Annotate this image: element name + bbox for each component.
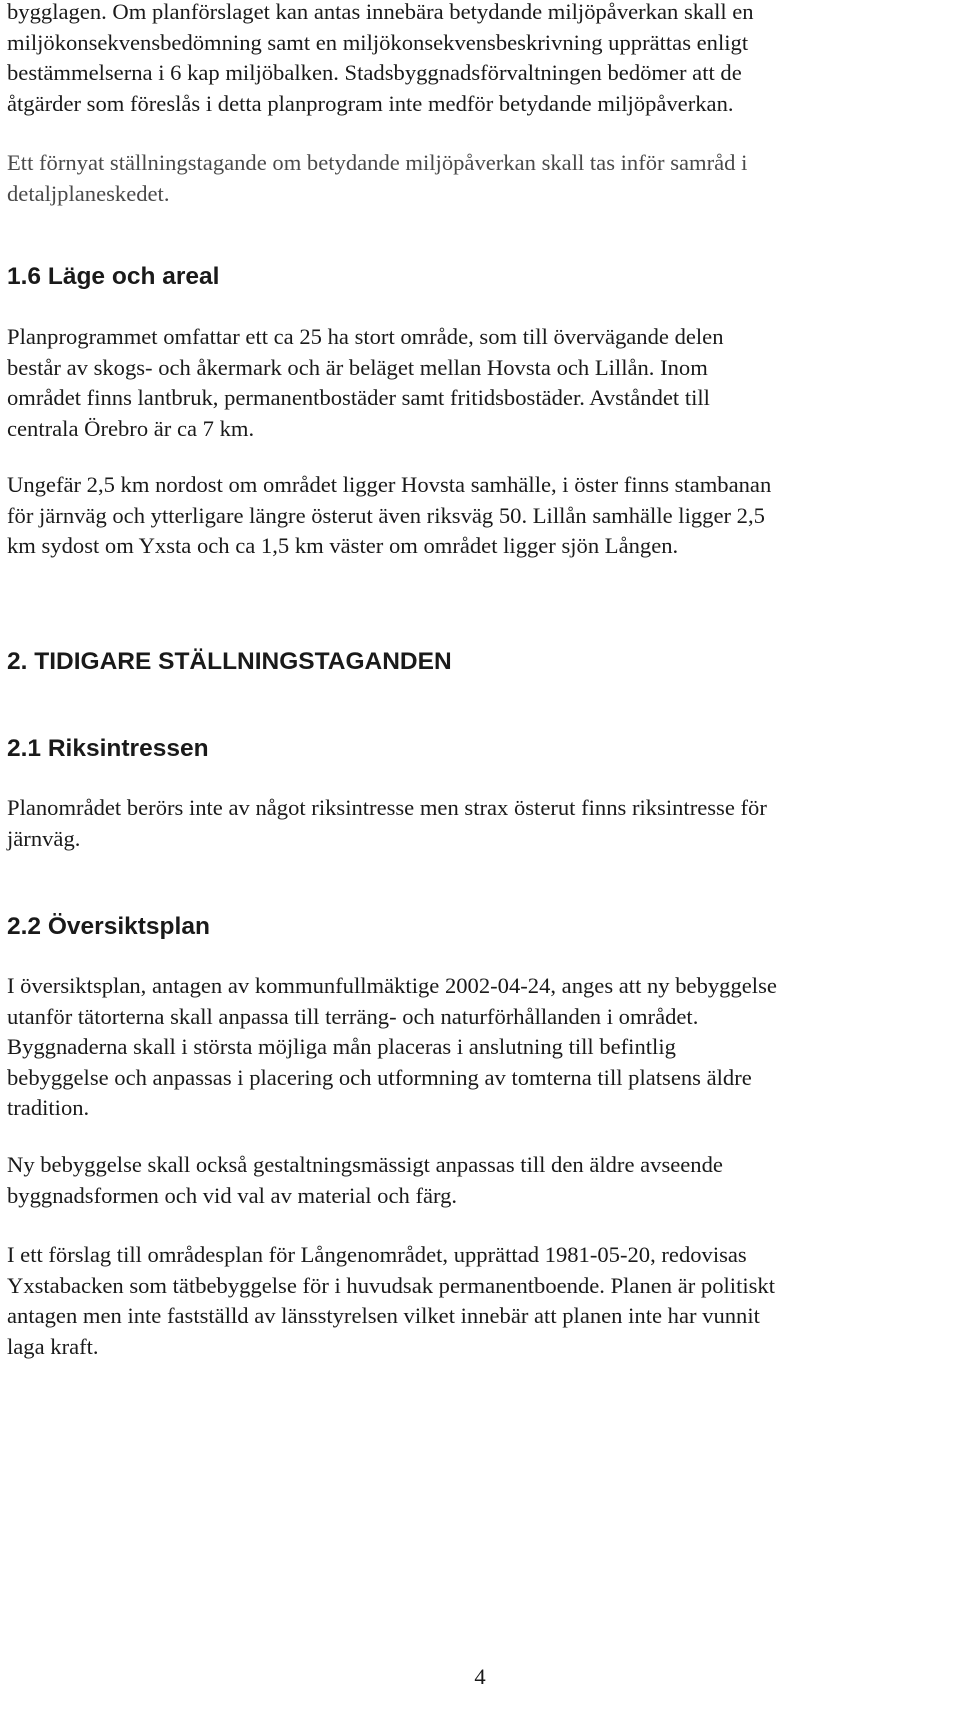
page-number: 4 <box>474 1664 486 1689</box>
paragraph-renewed-assessment: Ett förnyat ställningstagande om betydande miljöpåverkan skall tas inför samråd i detaljplaneskedet. <box>7 150 748 206</box>
paragraph-overview-plan-3: I ett förslag till områdesplan för Långenområdet, upprättad 1981-05-20, redovisas Yxstabacken som tätbebyggelse för i huvudsak permanentboende. Planen är politiskt antagen men inte fastställd av länsstyrelsen vilket innebär att planen inte har vunnit laga kraft. <box>7 1242 775 1359</box>
paragraph-overview-plan-1: I översiktsplan, antagen av kommunfullmäktige 2002-04-24, anges att ny bebyggelse utanför tätorterna skall anpassa till terräng- och naturförhållanden i området. Byggnaderna skall i största möjliga mån placeras i anslutning till befintlig bebyggelse och anpassas i placering och utformning av tomterna till platsens äldre tradition. <box>7 973 777 1120</box>
paragraph-overview-plan-2: Ny bebyggelse skall också gestaltningsmässigt anpassas till den äldre avseende byggnadsformen och vid val av material och färg. <box>7 1152 723 1208</box>
paragraph-location-area-1: Planprogrammet omfattar ett ca 25 ha stort område, som till övervägande delen består av skogs- och åkermark och är beläget mellan Hovsta och Lillån. Inom området finns lantbruk, permanentbostäder samt fritidsbostäder. Avståndet till centrala Örebro är ca 7 km. <box>7 324 724 441</box>
heading-national-interests: 2.1 Riksintressen <box>7 735 209 762</box>
paragraph-intro: bygglagen. Om planförslaget kan antas innebära betydande miljöpåverkan skall en miljökonsekvensbedömning samt en miljökonsekvensbeskrivning upprättas enligt bestämmelserna i 6 kap miljöbalken. Stadsbyggnadsförvaltningen bedömer att de åtgärder som föreslås i detta planprogram inte medför betydande miljöpåverkan. <box>7 0 754 116</box>
heading-overview-plan: 2.2 Översiktsplan <box>7 913 210 940</box>
heading-previous-positions: 2. TIDIGARE STÄLLNINGSTAGANDEN <box>7 648 452 675</box>
paragraph-national-interests: Planområdet berörs inte av något riksintresse men strax österut finns riksintresse för järnväg. <box>7 795 767 851</box>
heading-location-area: 1.6 Läge och areal <box>7 263 220 290</box>
paragraph-location-area-2: Ungefär 2,5 km nordost om området ligger Hovsta samhälle, i öster finns stambanan för järnväg och ytterligare längre österut även riksväg 50. Lillån samhälle ligger 2,5 km sydost om Yxsta och ca 1,5 km väster om området ligger sjön Lången. <box>7 472 772 558</box>
